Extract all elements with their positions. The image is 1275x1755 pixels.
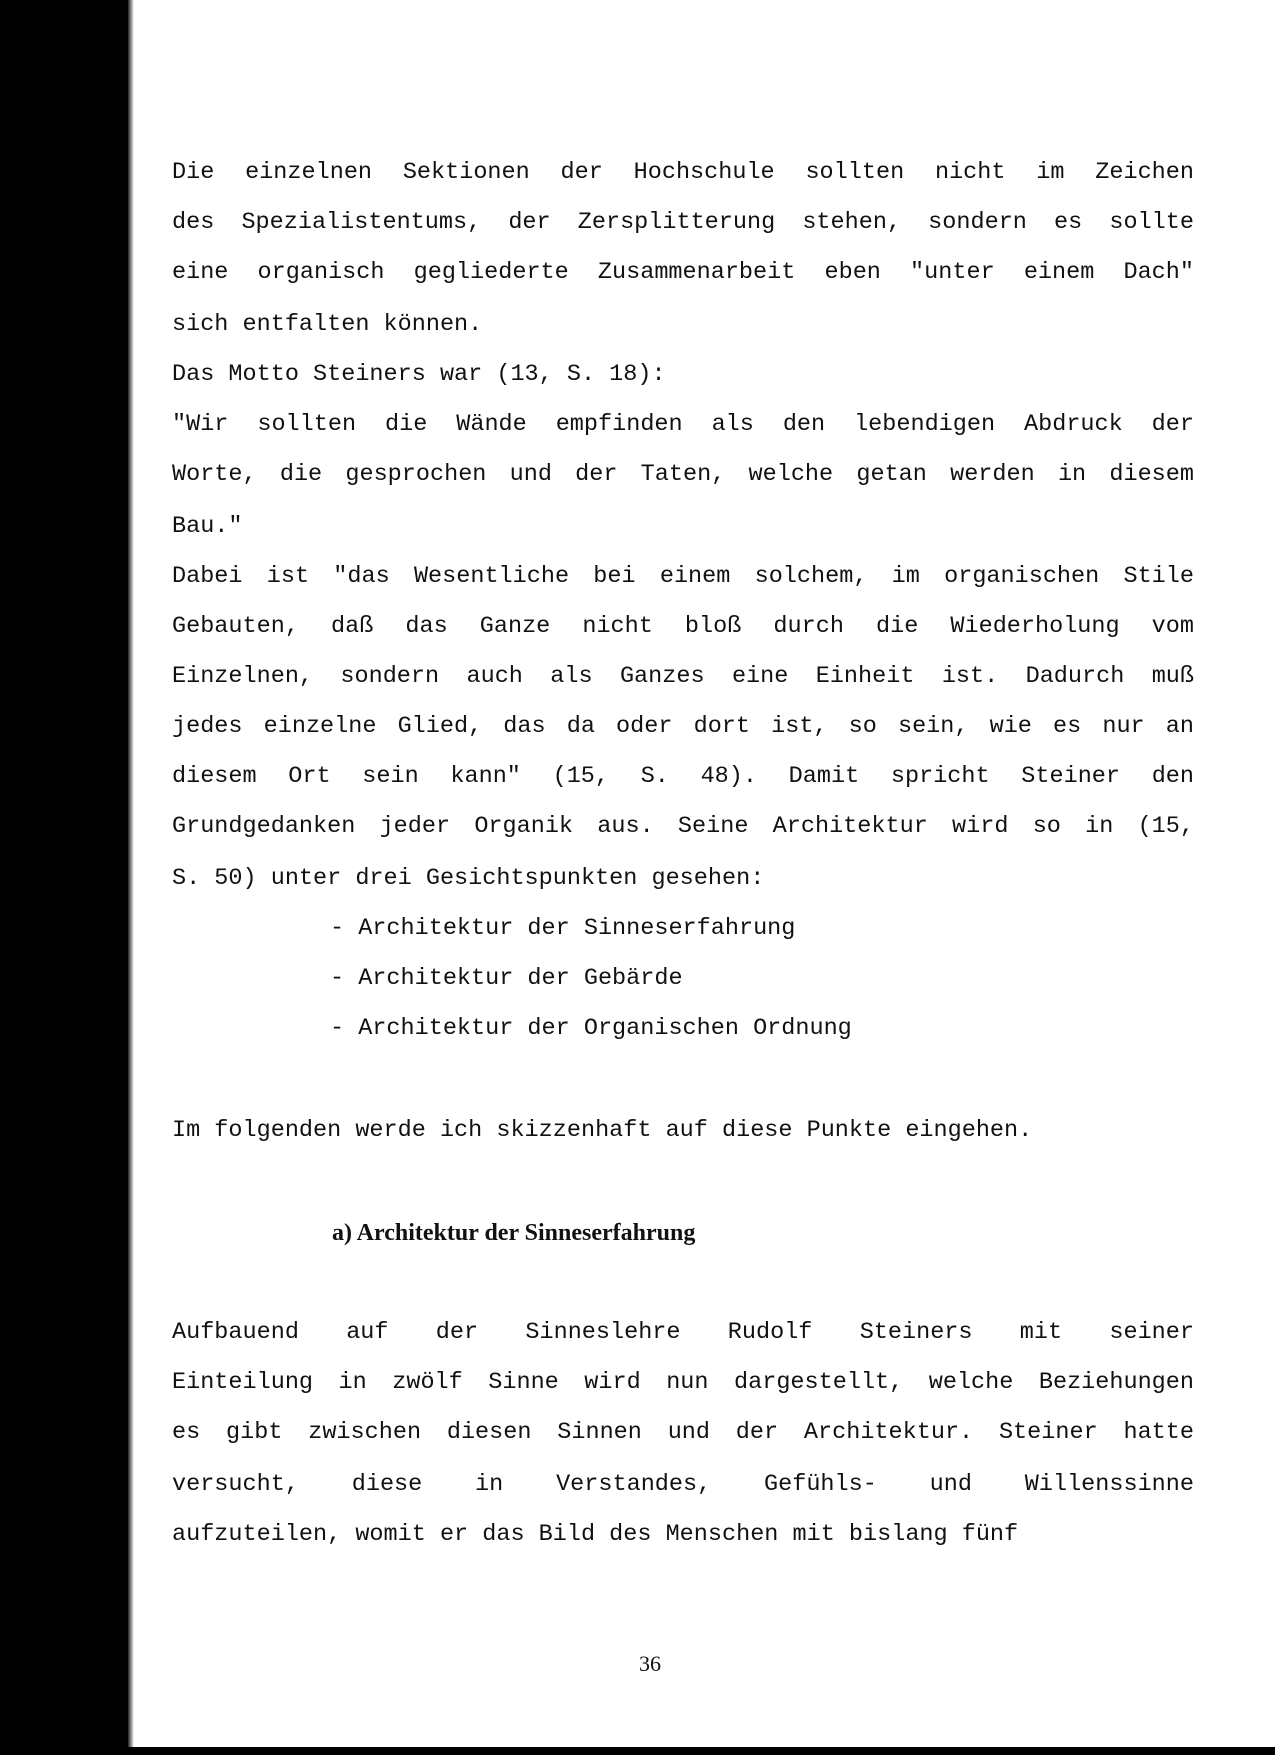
bullet-item: - Architektur der Organischen Ordnung	[330, 1015, 852, 1042]
text-line: Gebauten, daß das Ganze nicht bloß durch die Wiederholung vom	[172, 613, 1194, 640]
text-line: Einteilung in zwölf Sinne wird nun dargestellt, welche Beziehungen	[172, 1369, 1194, 1396]
text-line: des Spezialistentums, der Zersplitterung stehen, sondern es sollte	[172, 209, 1194, 236]
page-number: 36	[639, 1651, 661, 1676]
text-line: es gibt zwischen diesen Sinnen und der Architektur. Steiner hatte	[172, 1419, 1194, 1446]
text-line: versucht, diese in Verstandes, Gefühls- und Willenssinne	[172, 1471, 1194, 1498]
text-line: Das Motto Steiners war (13, S. 18):	[172, 361, 666, 388]
bullet-item: - Architektur der Gebärde	[330, 965, 683, 992]
text-line: Grundgedanken jeder Organik aus. Seine Architektur wird so in (15,	[172, 813, 1194, 840]
text-line: jedes einzelne Glied, das da oder dort ist, so sein, wie es nur an	[172, 713, 1194, 740]
text-line: Im folgenden werde ich skizzenhaft auf diese Punkte eingehen.	[172, 1117, 1033, 1144]
text-line: eine organisch gegliederte Zusammenarbeit eben "unter einem Dach"	[172, 259, 1194, 286]
section-heading: a) Architektur der Sinneserfahrung	[332, 1220, 696, 1246]
text-line: diesem Ort sein kann" (15, S. 48). Damit spricht Steiner den	[172, 763, 1194, 790]
text-line: Bau."	[172, 513, 243, 540]
text-line: sich entfalten können.	[172, 311, 483, 338]
text-line: Dabei ist "das Wesentliche bei einem solchem, im organischen Stile	[172, 563, 1194, 590]
text-line: Worte, die gesprochen und der Taten, welche getan werden in diesem	[172, 461, 1194, 488]
text-line: Die einzelnen Sektionen der Hochschule sollten nicht im Zeichen	[172, 159, 1194, 186]
text-line: aufzuteilen, womit er das Bild des Menschen mit bislang fünf	[172, 1521, 1019, 1548]
text-line: Aufbauend auf der Sinneslehre Rudolf Steiners mit seiner	[172, 1319, 1194, 1346]
text-line: S. 50) unter drei Gesichtspunkten gesehen:	[172, 865, 765, 892]
text-line: "Wir sollten die Wände empfinden als den lebendigen Abdruck der	[172, 411, 1194, 438]
text-line: Einzelnen, sondern auch als Ganzes eine Einheit ist. Dadurch muß	[172, 663, 1194, 690]
bullet-item: - Architektur der Sinneserfahrung	[330, 915, 796, 942]
